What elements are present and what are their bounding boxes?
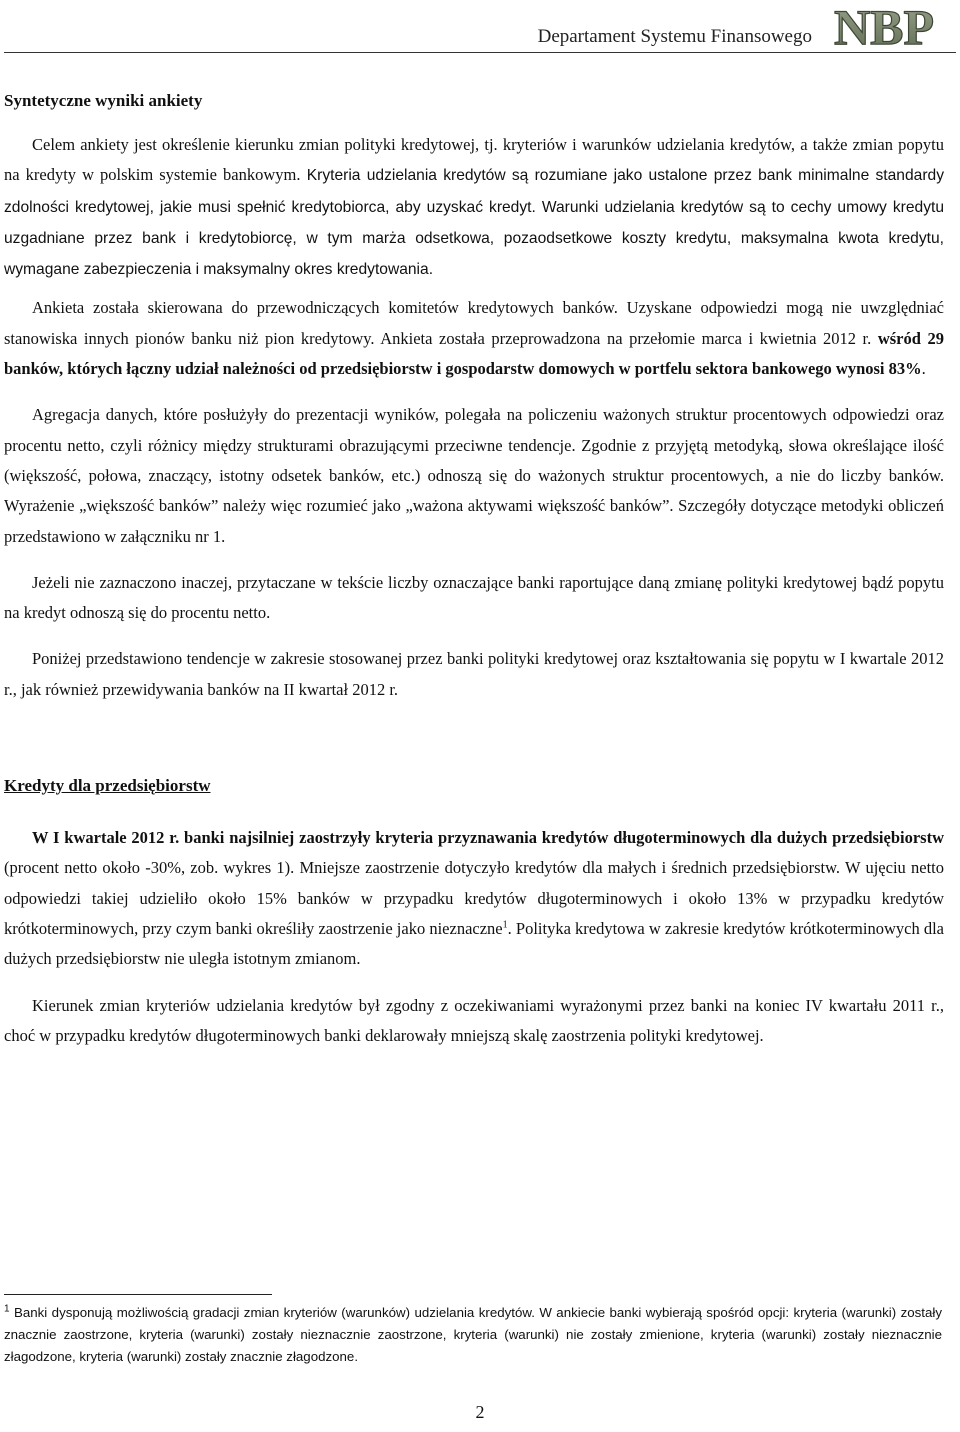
bold-q1-summary: W I kwartale 2012 r. banki najsilniej zaostrzyły kryteria przyznawania kredytów długoterminowych dla dużych przedsiębiorstw (32, 828, 944, 848)
paragraph-summary-2: Ankieta została skierowana do przewodniczących komitetów kredytowych banków. Uzyskane odpowiedzi mogą nie uwzględniać stanowiska innych pionów banku niż pion kredytowy. Ankieta została przeprowadzona na przełomie marca i kwietnia 2012 r. wśród 29 banków, których łączny udział należności od przedsiębiorstw i gospodarstw domowych w portfelu sektora bankowego wynosi 83%. (4, 298, 944, 379)
paragraph-enterprises-2: Kierunek zmian kryteriów udzielania kredytów był zgodny z oczekiwaniami wyrażonymi przez banki na koniec IV kwartału 2011 r., choć w przypadku kredytów długoterminowych banki deklarowały mniejszą skalę zaostrzenia polityki kredytowej. (4, 995, 944, 1045)
section-heading-enterprises: Kredyty dla przedsiębiorstw (4, 776, 211, 796)
department-name: Departament Systemu Finansowego (537, 26, 812, 47)
footnote-text: Banki dysponują możliwością gradacji zmian kryteriów (warunków) udzielania kredytów. W ankiecie banki wybierają spośród opcji: kryteria (warunki) zostały znacznie zaostrzone, kryteria (warunki) zostały nieznacznie zaostrzone, kryteria (warunki) nie zostały zmienione, kryteria (warunki) zostały nieznacznie złagodzone, kryteria (warunki) zostały znacznie złagodzone. (4, 1305, 942, 1364)
footnote-mark: 1 (4, 1303, 10, 1315)
paragraph-summary-5: Poniżej przedstawiono tendencje w zakresie stosowanej przez banki polityki kredytowej oraz kształtowania się popytu w I kwartale 2012 r., jak również przewidywania banków na II kwartał 2012 r. (4, 649, 944, 699)
footnote (4, 1302, 942, 1368)
main-content (4, 88, 944, 1051)
paragraph-summary-1: Celem ankiety jest określenie kierunku zmian polityki kredytowej, tj. kryteriów i warunków udzielania kredytów, a także zmian popytu na kredyty w polskim systemie bankowym. Kryteria udzielania kredytów są rozumiane jako ustalone przez bank minimalne standardy zdolności kredytowej, jakie musi spełnić kredytobiorca, aby uzyskać kredyt. Warunki udzielania kredytów są to cechy umowy kredytu uzgadniane przez bank i kredytobiorcę, w tym marża odsetkowa, pozaodsetkowe koszty kredytu, maksymalna kwota kredytu, wymagane zabezpieczenia i maksymalny okres kredytowania. (4, 135, 944, 279)
nbp-logo-text: NBP (834, 4, 934, 50)
section-heading-summary: Syntetyczne wyniki ankiety (4, 91, 203, 110)
paragraph-summary-3: Agregacja danych, które posłużyły do prezentacji wyników, polegała na policzeniu ważonych struktur procentowych odpowiedzi oraz procentu netto, czyli różnicy między strukturami obrazującymi przeciwne tendencje. Zgodnie z przyjętą metodyką, słowa określające ilość (większość, połowa, znaczący, istotny odsetek banków, etc.) odnoszą się do ważonych struktur procentowych, a nie do liczby banków. Wyrażenie „większość banków” należy więc rozumieć jako „ważona aktywami większość banków”. Szczegóły dotyczące metodyki obliczeń przedstawiono w załączniku nr 1. (4, 405, 944, 546)
footnote-divider (4, 1294, 272, 1295)
page-header (0, 0, 960, 56)
paragraph-summary-4: Jeżeli nie zaznaczono inaczej, przytaczane w tekście liczby oznaczające banki raportujące daną zmianę polityki kredytowej bądź popytu na kredyt odnoszą się do procentu netto. (4, 572, 944, 623)
paragraph-enterprises-1: W I kwartale 2012 r. banki najsilniej zaostrzyły kryteria przyznawania kredytów długoterminowych dla dużych przedsiębiorstw (procent netto około -30%, zob. wykres 1). Mniejsze zaostrzenie dotyczyło kredytów dla małych i średnich przedsiębiorstw. W ujęciu netto odpowiedzi takiej udzieliło około 15% banków w przypadku kredytów długoterminowych i około 13% w przypadku kredytów krótkoterminowych, przy czym banki określiły zaostrzenie jako nieznaczne$^1$. Polityka kredytowa w zakresie kredytów krótkoterminowych dla dużych przedsiębiorstw nie uległa istotnym zmianom. (4, 828, 944, 969)
footnote-ref: 1 (502, 919, 508, 931)
page-number: 2 (475, 1402, 485, 1422)
bold-bank-sample: wśród 29 banków, których łączny udział należności od przedsiębiorstw i gospodarstw domowych w portfelu sektora bankowego wynosi 83% (4, 328, 944, 379)
header-divider (4, 52, 956, 53)
nbp-logo (816, 4, 952, 50)
